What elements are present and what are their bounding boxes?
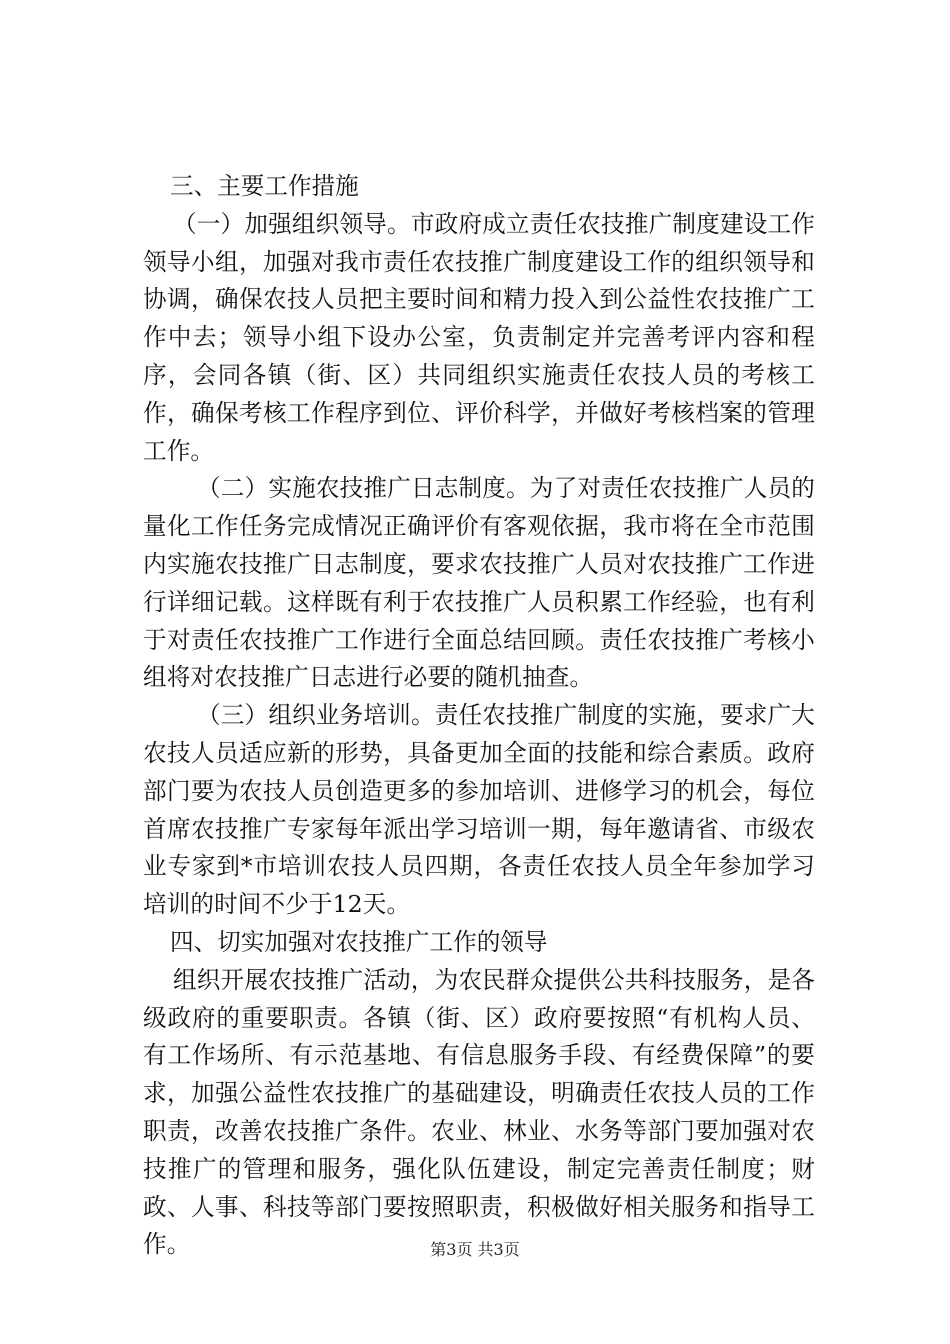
paragraph-leadership: 组织开展农技推广活动，为农民群众提供公共科技服务，是各级政府的重要职责。各镇（街、区）政府要按照“有机构人员、有工作场所、有示范基地、有信息服务手段、有经费保障”的要求，加强公益性农技推广的基础建设，明确责任农技人员的工作职责，改善农技推广条件。农业、林业、水务等部门要加强对农技推广的管理和服务，强化队伍建设，制定完善责任制度；财政、人事、科技等部门要按照职责，积极做好相关服务和指导工作。 bbox=[143, 965, 815, 1259]
section-heading-measures: 三、主要工作措施 bbox=[170, 172, 359, 200]
document-body bbox=[143, 168, 815, 1264]
paragraph-training: （三）组织业务培训。责任农技推广制度的实施，要求广大农技人员适应新的形势，具备更加全面的技能和综合素质。政府部门要为农技人员创造更多的参加培训、进修学习的机会，每位首席农技推广专家每年派出学习培训一期，每年邀请省、市级农业专家到*市培训农技人员四期，各责任农技人员全年参加学习培训的时间不少于12天。 bbox=[143, 701, 815, 919]
page-footer: 第3页 共3页 bbox=[430, 1240, 520, 1259]
section-heading-leadership: 四、切实加强对农技推广工作的领导 bbox=[170, 927, 548, 956]
paragraph-organization: （一）加强组织领导。市政府成立责任农技推广制度建设工作领导小组，加强对我市责任农技推广制度建设工作的组织领导和协调，确保农技人员把主要时间和精力投入到公益性农技推广工作中去；领导小组下设办公室，负责制定并完善考评内容和程序，会同各镇（街、区）共同组织实施责任农技人员的考核工作，确保考核工作程序到位、评价科学，并做好考核档案的管理工作。 bbox=[143, 209, 815, 465]
paragraph-log-system: （二）实施农技推广日志制度。为了对责任农技推广人员的量化工作任务完成情况正确评价有客观依据，我市将在全市范围内实施农技推广日志制度，要求农技推广人员对农技推广工作进行详细记载。这样既有利于农技推广人员积累工作经验，也有利于对责任农技推广工作进行全面总结回顾。责任农技推广考核小组将对农技推广日志进行必要的随机抽查。 bbox=[143, 474, 815, 692]
